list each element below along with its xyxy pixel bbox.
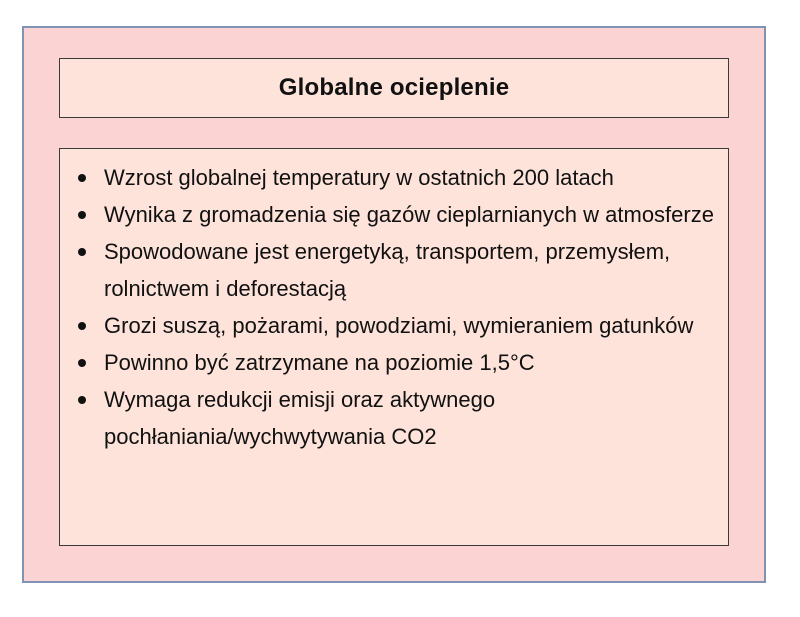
list-item: [60, 159, 714, 196]
list-item-text: Wzrost globalnej temperatury w ostatnich 200 latach: [104, 165, 614, 190]
list-item: [60, 307, 714, 344]
list-item-text: Powinno być zatrzymane na poziomie 1,5°C: [104, 350, 535, 375]
list-item-text: Grozi suszą, pożarami, powodziami, wymieraniem gatunków: [104, 313, 694, 338]
list-item: [60, 196, 714, 233]
title-box: [59, 58, 729, 118]
list-item-text: Wymaga redukcji emisji oraz aktywnego pochłaniania/wychwytywania CO2: [104, 387, 496, 449]
list-item: [60, 344, 714, 381]
bullet-icon: [78, 211, 86, 219]
list-item-text: Wynika z gromadzenia się gazów cieplarnianych w atmosferze: [104, 202, 714, 227]
bullet-list: [60, 159, 714, 455]
bullet-icon: [78, 248, 86, 256]
list-item-text: Spowodowane jest energetyką, transportem, przemysłem, rolnictwem i deforestacją: [104, 239, 671, 301]
bullet-icon: [78, 174, 86, 182]
bullet-icon: [78, 322, 86, 330]
list-item: [60, 381, 714, 455]
bullet-icon: [78, 359, 86, 367]
page-title: Globalne ocieplenie: [278, 74, 510, 101]
bullet-icon: [78, 396, 86, 404]
content-box: [59, 148, 729, 546]
list-item: [60, 233, 714, 307]
